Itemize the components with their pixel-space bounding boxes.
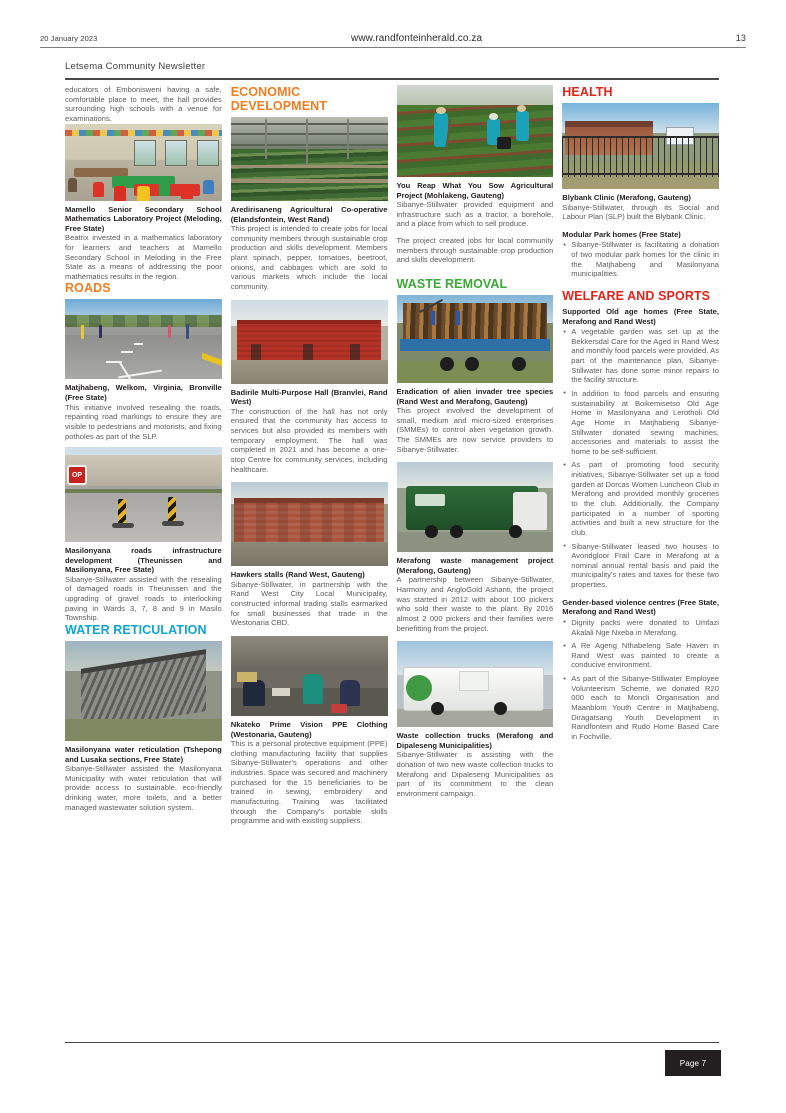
masthead-date: 20 January 2023 <box>40 34 98 43</box>
col4-article2-caption: Modular Park homes (Free State) <box>562 229 681 239</box>
hawkers-stalls-photo <box>231 482 388 566</box>
list-item: • Sibanye-Stillwater leased two houses to Avondgloor Frail Care in Merafong at a nominal annual rental basis and paid the municipality's rates and taxes for these two properties. <box>571 542 719 590</box>
classroom-photo <box>65 124 222 201</box>
col4-article2-bullets <box>562 240 719 279</box>
col3-article3-body: A partnership between Sibanye-Stillwater, Harmony and AngloGold Ashanti, the project was started in 2012 with about 100 pickers who sold their waste to the plant. By 2016 almost 2 000 pickers and their families were benefitting from the project. <box>396 575 554 633</box>
col1-article3-caption: Masilonyana roads infrastructure development (Theunissen and Masilonyana, Free State) <box>65 546 222 575</box>
col4-article4-caption: Gender-based violence centres (Free State, Merafong and Rand West) <box>562 597 719 617</box>
article-columns <box>65 85 719 1030</box>
cabbage-harvest-photo <box>397 85 554 177</box>
col1-article4-body: Sibanye-Stillwater assisted the Masilonyana Municipality with water reticulation that will provide access to sustainable, eco-friendly drinking water, more toilets, and a better managed wastewater solution system. <box>65 764 222 812</box>
col1-article1-caption: Mamello Senior Secondary School Mathematics Laboratory Project (Meloding, Free State) <box>65 204 222 233</box>
section-heading-roads: ROADS <box>65 281 111 296</box>
timber-truck-photo <box>397 295 554 383</box>
list-item: • As part of promoting food security initiatives, Sibanye-Stillwater set up a food garden at Dorcas Women Luncheon Club in Merafong and provided monthly groceries to the club. Additionally, the Company participated in a number of sporting activities and built a new structure for the club. <box>571 460 719 537</box>
multi-purpose-hall-photo <box>231 300 388 384</box>
section-heading-water-reticulation: WATER RETICULATION <box>65 623 207 638</box>
col4-article1-caption: Blybank Clinic (Merafong, Gauteng) <box>562 193 691 202</box>
col3-article2-body: This project involved the development of small, medium and micro-sized enterprises (SMMEs) to control alien vegetation growth. The SMMEs are now service providers to Sibanye-Stillwater. <box>396 406 554 454</box>
list-item: • Dignity packs were donated to Umfazi Akalali Nge Nxeba in Merafong. <box>571 618 719 637</box>
section-heading-health: HEALTH <box>562 85 613 99</box>
col2-article4-body: This is a personal protective equipment (PPE) clothing manufacturing facility that supplies Sibanye-Stillwater's operations and other industries. Space was secured and machinery purchased for the 15 beneficiaries to be trained in sewing, embroidery and manufacturing. Training was facilitated through the Company's portable skills programme and with existing suppliers. <box>230 739 388 826</box>
col3-article1-body2: The project created jobs for local community members through sustainable crop production and skills development. <box>396 236 554 265</box>
col3-article4-body: Sibanye-Stillwater is assisting with the donation of two new waste collection trucks to Merafong and Dipaleseng Municipalities as part of its commitment to the clean environment campaign. <box>396 750 554 798</box>
col3-article4-caption: Waste collection trucks (Merafong and Dipaleseng Municipalities) <box>396 731 554 750</box>
masthead-website[interactable]: www.randfonteinherald.co.za <box>351 33 483 44</box>
green-waste-truck-photo <box>397 462 554 552</box>
road-bollards-photo: OP <box>65 447 222 542</box>
col1-intro-text: educators of Embonisweni having a safe, comfortable place to meet, the hall provides surrounding high schools with a venue for examinations. <box>65 85 222 123</box>
newsletter-title: Letsema Community Newsletter <box>65 61 206 72</box>
column-1 <box>65 85 222 1030</box>
col1-article3-body: Sibanye-Stillwater assisted with the resealing of damaged roads in Theunissen and the upgrading of gravel roads to interlocking paving in Wards 3, 7, 8 and 9 in Masilo Township. <box>65 574 222 623</box>
col4-article3-caption: Supported Old age homes (Free State, Merafong and Rand West) <box>562 306 719 326</box>
col3-article2-caption: Eradication of alien invader tree species (Rand West and Merafong, Gauteng) <box>396 386 554 406</box>
masthead-page-number: 13 <box>735 33 746 43</box>
section-heading-welfare-and-sports: WELFARE AND SPORTS <box>562 288 711 303</box>
col3-article1-caption: You Reap What You Sow Agricultural Project (Mohlakeng, Gauteng) <box>396 181 554 200</box>
list-item: • A Re Ageng Nthabeleng Safe Haven in Rand West was painted to create a conducive environment. <box>571 641 719 670</box>
ppe-sewing-workshop-photo <box>231 636 388 716</box>
page-badge: Page 7 <box>665 1050 721 1076</box>
section-heading-economic-development: ECONOMIC DEVELOPMENT <box>230 85 327 113</box>
col1-article4-caption: Masilonyana water reticulation (Tshepong and Lusaka sections, Free State) <box>65 745 222 764</box>
footer-divider <box>65 1042 719 1043</box>
col2-article4-caption: Nkateko Prime Vision PPE Clothing (Westonaria, Gauteng) <box>230 719 388 739</box>
list-item: • Sibanye-Stillwater is facilitating a donation of two modular park homes for the clinic in the Matjhabeng and Masilonyana municipalities. <box>571 240 719 279</box>
col1-article2-caption: Matjhabeng, Welkom, Virginia, Bronville (Free State) <box>65 383 222 403</box>
greenhouse-farm-photo <box>231 117 388 201</box>
list-item: • As part of the Sibanye-Stillwater Employee Volunteerism Scheme, we donated R20 000 each to Moncli Organisation and Maanblom Youth Centre in Matjhabeng, Diragatsang Youth Development in Randfontein and Rudo Home Based Care in Fochville. <box>571 674 719 741</box>
water-reticulation-photo <box>65 641 222 741</box>
list-item: • A vegetable garden was set up at the Bekkersdal Care for the Aged in Rand West and monthly food parcels were provided. As part of the maintenance plan, Sibanye-Stillwater has done some minor repairs to the facility structure. <box>571 327 719 385</box>
white-waste-truck-photo <box>397 641 554 727</box>
masthead-divider <box>40 47 746 48</box>
blybank-clinic-photo <box>562 103 719 189</box>
col4-article4-bullets <box>562 618 719 742</box>
col2-article2-caption: Badirile Multi-Purpose Hall (Branvlei, Rand West) <box>230 387 388 407</box>
col3-article3-caption: Merafong waste management project (Merafong, Gauteng) <box>396 556 554 575</box>
col1-article1-body: Beatrix invested in a mathematics laboratory for learners and teachers at Mamello Secondary School in Meloding in the Free State as a means of addressing the poor mathematics results in the region. <box>65 233 222 281</box>
section-heading-waste-removal: WASTE REMOVAL <box>396 276 508 291</box>
col2-article3-body: Sibanye-Stillwater, in partnership with the Rand West City Local Municipality, constructed informal trading stalls earmarked for small businesses that trade in the Westonaria CBD. <box>230 579 388 628</box>
col4-article3-bullets <box>562 327 719 590</box>
col2-article3-caption: Hawkers stalls (Rand West, Gauteng) <box>230 570 365 580</box>
column-2 <box>231 85 388 1030</box>
col2-article1-body: This project is intended to create jobs for local community members through sustainable crop production and skills development. Members plant spinach, pepper, tomatoes, beetroot, onions, and cabbages which are sold to various markets which include the local community. <box>230 224 388 291</box>
column-3 <box>397 85 554 1030</box>
title-divider <box>65 78 719 80</box>
col3-article1-body1: Sibanye-Stillwater provided equipment and infrastructure such as a tractor, a borehole, and a place from which to sell produce. <box>396 200 554 229</box>
col2-article1-caption: Aredirisaneng Agricultural Co-operative (Elandsfontein, West Rand) <box>230 205 388 224</box>
col2-article2-body: The construction of the hall has not only ensured that the community has access to services but also provided its members with temporary employment. The hall was completed in 2021 and has become a one-stop Centre for community services, including healthcare. <box>230 406 388 474</box>
list-item: • In addition to food parcels and ensuring sustainability at Boikemisetso Old Age Home in Masilonyana and Lerotholi Old Age Home in Matjhabeng Sibanye-Stillwater donated sewing machines, accessories and materials to assist the home to be self-sufficient. <box>571 389 719 456</box>
masthead <box>40 33 746 44</box>
col4-article1-body: Sibanye-Stillwater, through its Social and Labour Plan (SLP) built the Blybank Clinic. <box>562 202 719 222</box>
road-photo <box>65 299 222 379</box>
column-4 <box>562 85 719 1030</box>
col1-article2-body: This initiative involved resealing the roads, repainting road markings to ensure they are visible to pedestrians and motorists, and fixing potholes as part of the SLP. <box>65 402 222 441</box>
